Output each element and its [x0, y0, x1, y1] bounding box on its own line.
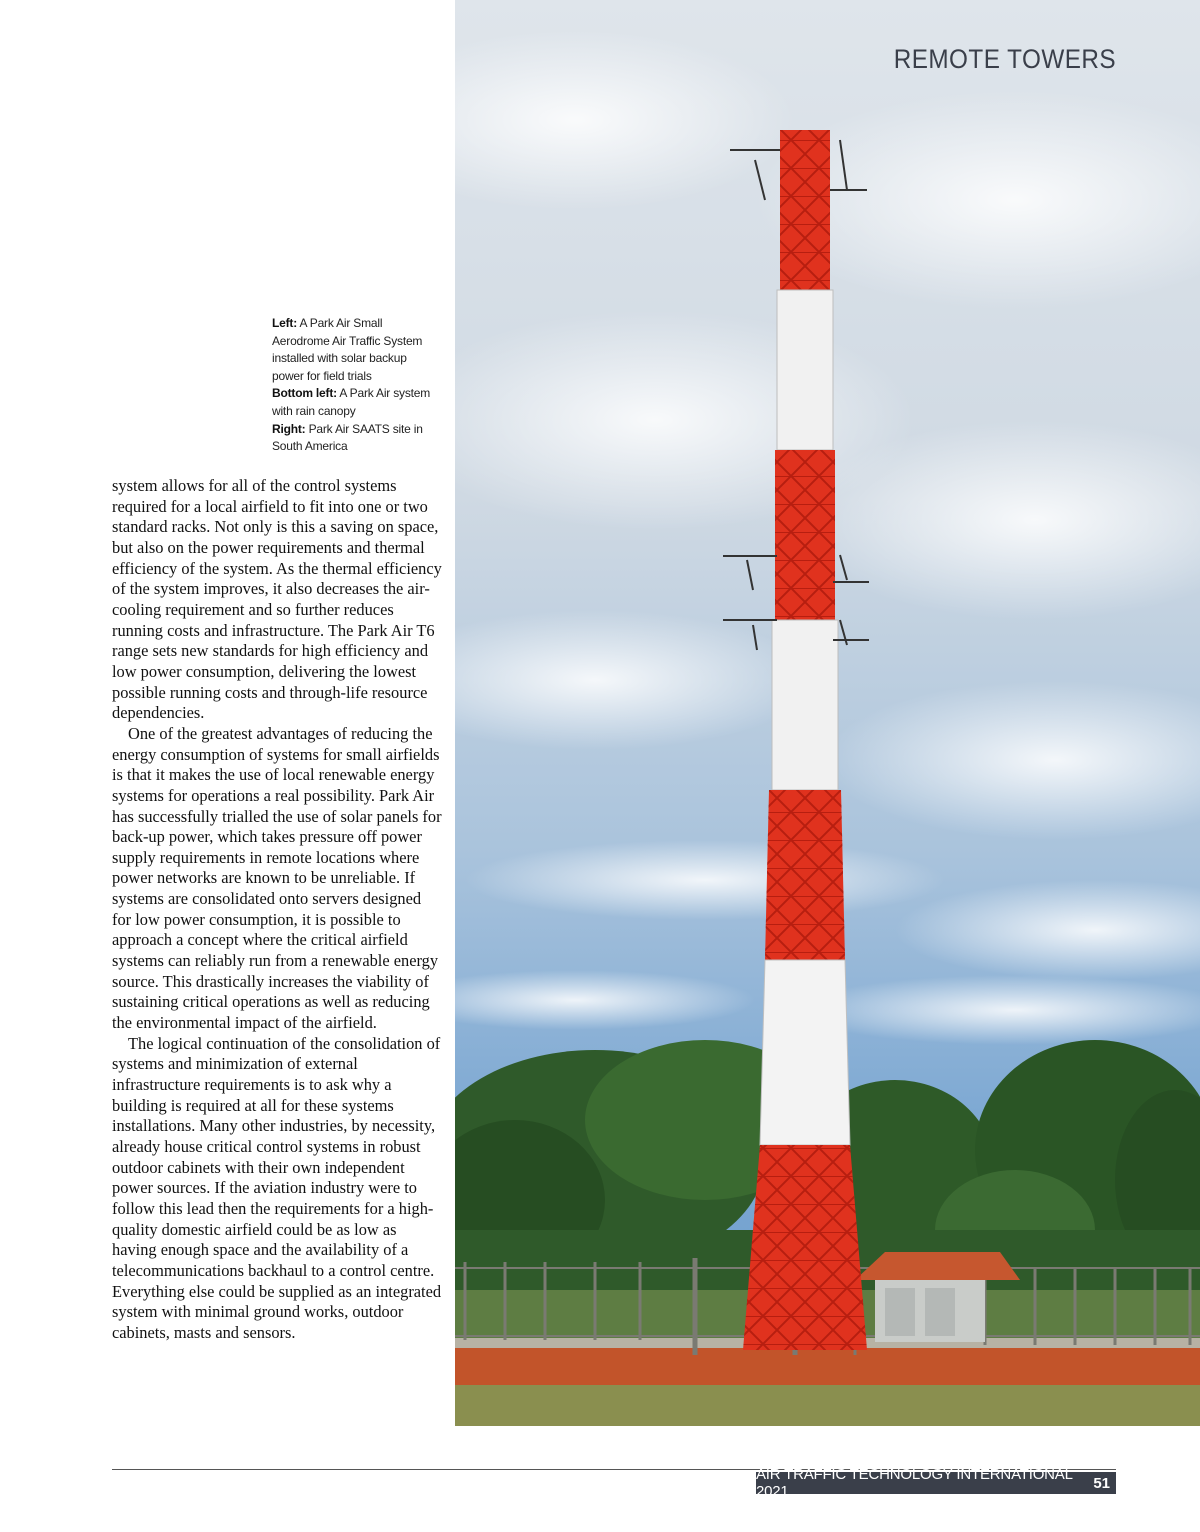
caption-left-line: power for field trials — [272, 368, 372, 383]
article-paragraph: system allows for all of the control systems required for a local airfield to fit into one or two standard racks. Not only is this a saving on space, but also on the power requirements and thermal efficiency of the system. As the thermal efficiency of the system improves, it also decreases the air-cooling requirement and so further reduces running costs and infrastructure. The Park Air T6 range sets new standards for high efficiency and low power consumption, delivering the lowest possible running costs and through-life resource dependencies. — [112, 476, 442, 723]
caption-right-line: Park Air SAATS site in — [308, 421, 423, 436]
caption-left-line: A Park Air Small — [299, 316, 383, 330]
tower-photo — [455, 0, 1200, 1426]
caption-bottom-left-line: with rain canopy — [272, 403, 356, 418]
caption-right-label: Right: — [272, 421, 306, 436]
caption-left-label: Left: — [272, 316, 297, 330]
article-paragraph: The logical continuation of the consolidation of systems and minimization of external infrastructure requirements is to ask why a building is required at all for these systems installations. Many other industries, by necessity, already house critical control systems in robust outdoor cabinets with their own independent power sources. If the aviation industry were to follow this lead then the requirements for a high-quality domestic airfield could be as low as having enough space and the availability of a telecommunications backhaul to a control centre. Everything else could be supplied as an integrated system with minimal ground works, outdoor cabinets, masts and sensors. — [112, 1033, 442, 1342]
caption-right-line: South America — [272, 439, 348, 454]
caption-bottom-left-line: A Park Air system — [339, 386, 431, 401]
section-title: REMOTE TOWERS — [893, 44, 1116, 74]
article-body — [112, 476, 442, 1344]
article-paragraph: One of the greatest advantages of reducing the energy consumption of systems for small airfields is that it makes the use of local renewable energy systems for operations a real possibility. Park Air has successfully trialled the use of solar panels for back-up power, which takes pressure off power supply requirements in remote locations where power networks are known to be unreliable. If systems are consolidated onto servers designed for low power consumption, it is possible to approach a concept where the critical airfield systems can reliably run from a renewable energy source. This drastically increases the viability of sustaining critical operations as well as reducing the environmental impact of the airfield. — [112, 723, 442, 1033]
caption-bottom-left-label: Bottom left: — [272, 386, 337, 401]
photo-caption — [272, 315, 442, 456]
publication-name: AIR TRAFFIC TECHNOLOGY INTERNATIONAL 2021 — [756, 1466, 1073, 1500]
footer-bar — [756, 1466, 1116, 1500]
page-number: 51 — [1093, 1474, 1110, 1492]
caption-left-line: installed with solar backup — [272, 351, 407, 366]
caption-left-line: Aerodrome Air Traffic System — [272, 333, 423, 348]
